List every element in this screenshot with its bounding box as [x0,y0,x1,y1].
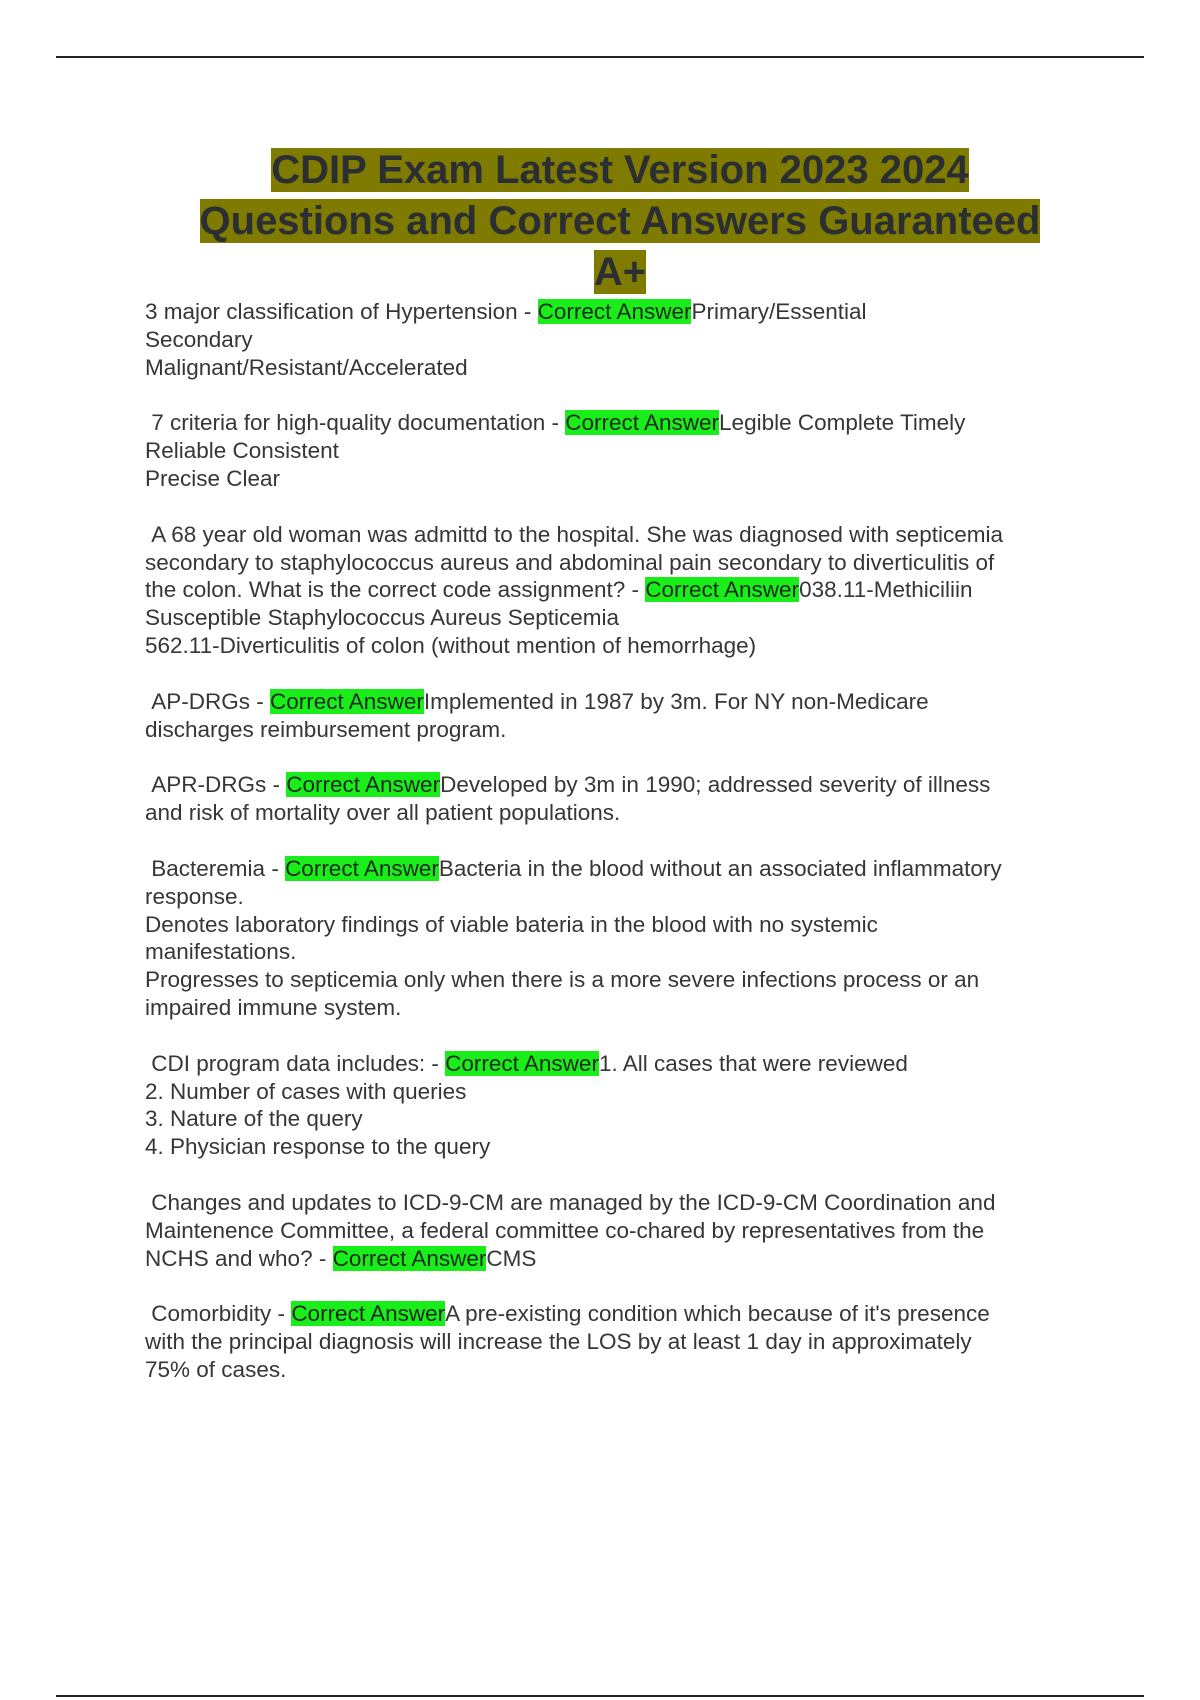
answer-text: response. [145,883,244,909]
answer-text: 4. Physician response to the query [145,1134,491,1160]
answer-text: Progresses to septicemia only when there is a more severe infections process or an [145,967,980,993]
answer-text: Denotes laboratory findings of viable bateria in the blood with no systemic [145,911,878,937]
title-line-1: CDIP Exam Latest Version 2023 2024 [271,148,969,192]
answer-text: 2. Number of cases with queries [145,1078,467,1104]
qa-item [145,855,1080,1022]
qa-list [145,298,1080,1412]
qa-item [145,1189,1080,1272]
question-text: Changes and updates to ICD-9-CM are managed by the ICD-9-CM Coordination and [145,1189,996,1215]
answer-text: Precise Clear [145,465,281,491]
correct-answer-label: Correct Answer [332,1245,487,1271]
question-text: AP-DRGs - [145,688,271,714]
correct-answer-label: Correct Answer [565,410,720,436]
answer-text: impaired immune system. [145,994,402,1020]
correct-answer-label: Correct Answer [445,1050,599,1076]
qa-item [145,688,1080,744]
question-text: Bacteremia - [145,855,286,881]
title-line-3: A+ [593,250,647,294]
correct-answer-label: Correct Answer [285,855,439,881]
answer-text: A pre-existing condition which because of it's presence [445,1301,990,1327]
qa-item [145,771,1080,827]
qa-item [145,1300,1080,1383]
question-text: NCHS and who? - [145,1245,333,1271]
question-text: secondary to staphylococcus aureus and abdominal pain secondary to diverticulitis of [145,549,995,575]
answer-text: Implemented in 1987 by 3m. For NY non-Medicare [423,688,929,714]
question-text: the colon. What is the correct code assignment? - [145,577,646,603]
qa-item [145,298,1080,381]
correct-answer-label: Correct Answer [645,577,800,603]
answer-text: 3. Nature of the query [145,1106,363,1132]
correct-answer-label: Correct Answer [537,299,692,324]
answer-text: Malignant/Resistant/Accelerated [145,354,468,380]
answer-text: Secondary [145,326,253,352]
answer-text: 75% of cases. [145,1356,287,1382]
answer-text: and risk of mortality over all patient populations. [145,800,621,826]
answer-text: discharges reimbursement program. [145,716,507,742]
answer-text: Bacteria in the blood without an associated inflammatory [438,855,1002,881]
question-text: 3 major classification of Hypertension - [145,299,538,324]
question-text: APR-DRGs - [145,772,287,798]
answer-text: Reliable Consistent [145,438,339,464]
qa-item [145,409,1080,492]
answer-text: manifestations. [145,939,297,965]
qa-item [145,1050,1080,1161]
answer-text: Developed by 3m in 1990; addressed severity of illness [440,772,991,798]
question-text: CDI program data includes: - [145,1050,446,1076]
answer-text: 1. All cases that were reviewed [598,1050,908,1076]
top-rule [56,56,1144,58]
answer-text: with the principal diagnosis will increase the LOS by at least 1 day in approximately [145,1329,972,1355]
document-title [120,145,1120,298]
qa-item [145,521,1080,660]
answer-text: Primary/Essential [691,299,867,324]
title-line-2: Questions and Correct Answers Guaranteed [199,199,1041,243]
answer-text: Susceptible Staphylococcus Aureus Septicemia [145,605,620,631]
answer-text: CMS [486,1245,537,1271]
question-text: 7 criteria for high-quality documentation - [145,410,566,436]
bottom-rule [56,1695,1144,1697]
correct-answer-label: Correct Answer [286,772,441,798]
question-text: Comorbidity - [145,1301,292,1327]
question-text: A 68 year old woman was admittd to the hospital. She was diagnosed with septicemia [145,521,1003,547]
question-text: Maintenence Committee, a federal committee co-chared by representatives from the [145,1217,985,1243]
answer-text: 038.11-Methiciliin [799,577,973,603]
correct-answer-label: Correct Answer [291,1301,446,1327]
answer-text: Legible Complete Timely [719,410,966,436]
correct-answer-label: Correct Answer [270,688,424,714]
answer-text: 562.11-Diverticulitis of colon (without mention of hemorrhage) [145,632,757,658]
